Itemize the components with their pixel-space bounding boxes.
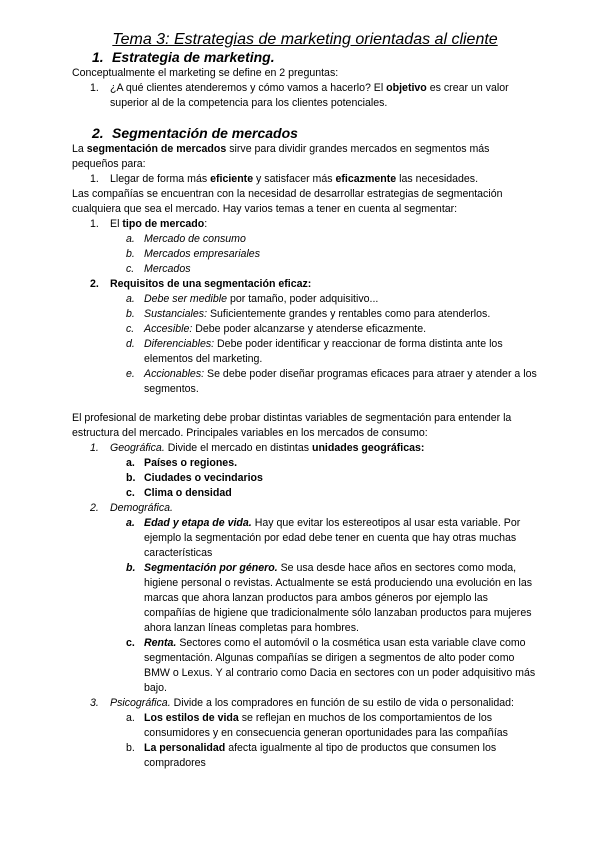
sub-list-item: b. Ciudades o vecindarios <box>126 472 263 484</box>
variables-paragraph: El profesional de marketing debe probar distintas variables de segmentación para entender la estructura del mercado. Principales variables en los mercados de consumo: <box>72 412 512 439</box>
sub-list-item: b. La personalidad afecta igualmente al tipo de productos que consumen los compradores <box>126 742 497 769</box>
geo-sublist <box>72 456 538 501</box>
list-item-psicografica: 3. Psicográfica. Divide a los compradores en función de su estilo de vida o personalidad: <box>90 697 514 709</box>
tipo-sublist <box>72 232 538 277</box>
sub-list-item: a. Debe ser medible por tamaño, poder adquisitivo... <box>126 293 379 305</box>
section-1-heading: 1. Estrategia de marketing. <box>92 49 275 65</box>
section-1-intro: Conceptualmente el marketing se define en 2 preguntas: <box>72 67 339 79</box>
sub-list-item: a. Mercado de consumo <box>126 233 246 245</box>
requisitos-sublist <box>72 292 538 397</box>
list-item-demografica: 2. Demográfica. <box>90 502 173 514</box>
sub-list-item: a. Edad y etapa de vida. Hay que evitar los estereotipos al usar esta variable. Por ejemplo la segmentación por edad debe tener en cuenta que hay otras muchas características <box>126 517 521 559</box>
section-2-heading: 2. Segmentación de mercados <box>92 125 298 141</box>
list-item: 1. Llegar de forma más eficiente y satisfacer más eficazmente las necesidades. <box>90 173 479 185</box>
sub-list-item: c. Accesible: Debe poder alcanzarse y atenderse eficazmente. <box>126 323 427 335</box>
demo-sublist <box>72 516 538 696</box>
sub-list-item: d. Diferenciables: Debe poder identificar y reaccionar de forma distinta ante los elementos del marketing. <box>126 338 503 365</box>
sub-list-item: c. Mercados <box>126 263 191 275</box>
sub-list-item: e. Accionables: Se debe poder diseñar programas eficaces para atraer y atender a los segmentos. <box>126 368 537 395</box>
sub-list-item: a. Los estilos de vida se reflejan en muchos de los comportamientos de los consumidores y en consecuencia generan oportunidades para las compañías <box>126 712 508 739</box>
list-item-requisitos: 2. Requisitos de una segmentación eficaz: <box>90 278 312 290</box>
sub-list-item: c. Clima o densidad <box>126 487 232 499</box>
sub-list-item: b. Mercados empresariales <box>126 248 260 260</box>
section-2-paragraph-2: Las compañías se encuentran con la necesidad de desarrollar estrategias de segmentación cualquiera que sea el mercado. Hay varios temas a tener en cuenta al segmentar: <box>72 188 503 215</box>
sub-list-item: a. Países o regiones. <box>126 457 238 469</box>
section-2-paragraph: La segmentación de mercados sirve para dividir grandes mercados en segmentos más pequeños para: <box>72 143 490 170</box>
sub-list-item: b. Sustanciales: Suficientemente grandes y rentables como para atenderlos. <box>126 308 491 320</box>
sub-list-item: c. Renta. Sectores como el automóvil o la cosmética usan esta variable clave como segmentación. Algunas compañías se dirigen a segmentos de alto poder como BMW o Lexus. Y al contrario como Dacia en sectores con un poder adquisitivo más bajo. <box>126 637 536 694</box>
list-item-tipo: 1. El tipo de mercado: <box>90 218 208 230</box>
list-item: 1. ¿A qué clientes atenderemos y cómo vamos a hacerlo? El objetivo es crear un valor superior al de la competencia para los clientes potenciales. <box>90 82 509 109</box>
sub-list-item: b. Segmentación por género. Se usa desde hace años en sectores como moda, higiene personal o revistas. Actualmente se está produciendo una evolución en las marcas que ahora lanzan productos para ambos géneros por ejemplo las compañías de higiene que tradicionalmente sólo lanzaban productos para mujeres ahora lanzan líneas completas para hombres. <box>126 562 533 634</box>
psico-sublist <box>72 711 538 771</box>
document-title: Tema 3: Estrategias de marketing orientadas al cliente <box>112 31 498 48</box>
list-item-geografica: 1. Geográfica. Divide el mercado en distintas unidades geográficas: <box>90 442 425 454</box>
